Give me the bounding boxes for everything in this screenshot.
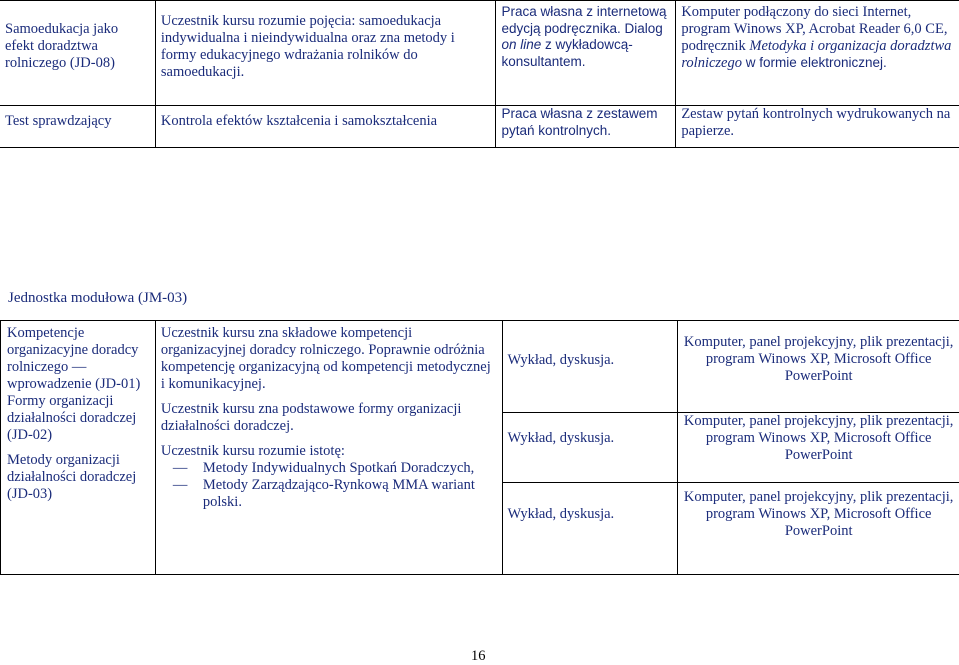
unit-cell (0, 106, 155, 148)
table-row (0, 106, 959, 148)
list-item: — Metody Indywidualnych Spotkań Doradczych, (161, 460, 497, 477)
method-cell (502, 321, 678, 413)
effect-text: Uczestnik kursu rozumie pojęcia: samoedukacja indywidualna i nieindywidualna oraz zna metody i formy edukacyjnego wdrażania rolników do samoedukacji. (161, 13, 455, 80)
section-heading: Jednostka modułowa (JM-03) (8, 290, 187, 307)
top-table (0, 0, 959, 148)
effect-cell (155, 1, 496, 106)
effects-cell (155, 321, 502, 575)
method-text: Praca własna z internetową edycją podręcznika. Dialog (501, 4, 666, 36)
effect-text: Kontrola efektów kształcenia i samokształcenia (161, 113, 437, 129)
effect-text: Uczestnik kursu rozumie istotę: (161, 443, 497, 460)
resources-cell (678, 483, 959, 575)
unit-text: Formy organizacji działalności doradczej (JD-02) (7, 393, 150, 444)
unit-text: Test sprawdzający (5, 113, 111, 129)
method-text: Praca własna z zestawem pytań kontrolnych. (501, 106, 657, 138)
unit-cell (0, 1, 155, 106)
unit-text: Metody organizacji działalności doradczej (JD-03) (7, 452, 150, 503)
method-text: Wykład, dyskusja. (508, 352, 615, 368)
effect-text: Uczestnik kursu zna składowe kompetencji organizacyjnej doradcy rolniczego. Poprawnie odróżnia kompetencję organizacyjną od kompetencji metodycznej i komunikacyjnej. (161, 325, 497, 393)
page-number: 16 (471, 648, 486, 665)
method-cell (496, 1, 676, 106)
resources-cell (678, 321, 959, 413)
resources-italic: Metodyka i organizacja doradztwa rolniczego (681, 38, 951, 71)
resources-text: Komputer podłączony do sieci Internet, program Winows XP, Acrobat Reader 6,0 CE, podręcznik (681, 4, 947, 54)
method-cell (496, 106, 676, 148)
resources-cell (676, 106, 959, 148)
method-cell (502, 483, 678, 575)
method-italic: on line (501, 37, 541, 52)
unit-text: Kompetencje organizacyjne doradcy rolniczego — wprowadzenie (JD-01) (7, 325, 150, 393)
table-row (1, 321, 959, 413)
method-text-end: z wykładowcą-konsultantem. (501, 37, 632, 69)
table-row (0, 1, 959, 106)
bottom-table (0, 320, 959, 575)
resources-text: Komputer, panel projekcyjny, plik prezentacji, program Winows XP, Microsoft Office PowerPoint (684, 489, 953, 539)
resources-text: Komputer, panel projekcyjny, plik prezentacji, program Winows XP, Microsoft Office PowerPoint (684, 334, 953, 384)
effect-text: Uczestnik kursu zna podstawowe formy organizacji działalności doradczej. (161, 401, 497, 435)
list-item: — Metody Zarządzająco-Rynkową MMA wariant polski. (161, 477, 497, 511)
resources-text-end: w formie elektronicznej. (742, 55, 887, 70)
resources-cell (678, 413, 959, 483)
effect-cell (155, 106, 496, 148)
effect-list (161, 460, 497, 511)
resources-text: Komputer, panel projekcyjny, plik prezentacji, program Winows XP, Microsoft Office PowerPoint (684, 413, 953, 463)
method-text: Wykład, dyskusja. (508, 430, 615, 446)
method-cell (502, 413, 678, 483)
method-text: Wykład, dyskusja. (508, 506, 615, 522)
resources-cell (676, 1, 959, 106)
resources-text: Zestaw pytań kontrolnych wydrukowanych na papierze. (681, 106, 950, 139)
units-cell (1, 321, 156, 575)
unit-text: Samoedukacja jako efekt doradztwa rolniczego (JD-08) (5, 21, 118, 71)
